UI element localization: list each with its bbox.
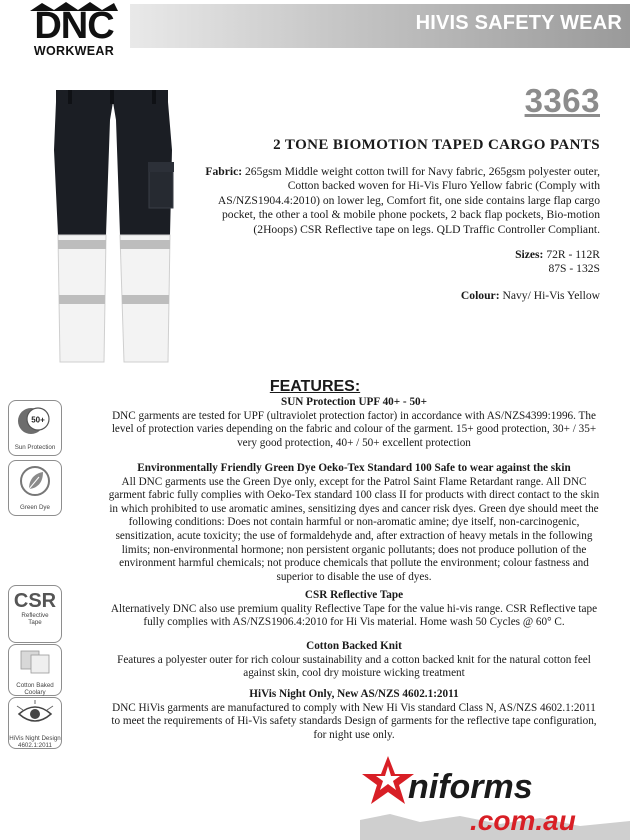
feature-body: DNC garments are tested for UPF (ultraviolet protection factor) in accordance with AS/NZS4399:1996. The level of protection varies depending on the fabric and colour of the garment. 15+ good protection, 30+ / 35+ very good protection, 40+ / 50+ excellent protection <box>111 409 597 449</box>
night-eye-icon <box>9 698 61 730</box>
reflective-tape <box>120 240 170 249</box>
fabric-label: Fabric: <box>205 165 243 178</box>
cotton-caption-line2: Coolary <box>24 689 46 696</box>
night-caption-line1: HiVis Night Design <box>9 735 61 742</box>
feature-title: Cotton Backed Knit <box>306 640 402 652</box>
feature-title: SUN Protection UPF 40+ - 50+ <box>280 396 428 408</box>
reflective-tape <box>59 295 105 304</box>
feature-title: HiVis Night Only, New AS/NZS 4602.1:2011 <box>249 688 459 700</box>
category-title: HIVIS SAFETY WEAR <box>415 12 622 34</box>
green-dye-badge <box>8 460 62 516</box>
uniforms-logo <box>360 752 630 840</box>
colour-info <box>360 289 600 302</box>
sun-protection-icon <box>9 401 61 439</box>
csr-badge-title: CSR <box>13 590 57 612</box>
sizes-line2: 87S - 132S <box>548 262 600 276</box>
product-title: 2 TONE BIOMOTION TAPED CARGO PANTS <box>273 137 600 153</box>
footer-brand-main: niforms <box>408 768 533 806</box>
reflective-tape <box>122 295 169 304</box>
csr-caption-line1: Reflective <box>21 612 49 619</box>
sizes-info <box>400 248 600 277</box>
sun-protection-badge <box>8 400 62 456</box>
sun-protection-value: 50+ <box>31 415 45 425</box>
logo-brand-name: DNC <box>34 5 114 47</box>
feature-night-hivis <box>108 688 600 742</box>
cargo-pants-image <box>38 90 188 370</box>
feature-csr-tape <box>108 589 600 630</box>
dnc-logo <box>24 0 124 62</box>
night-hivis-badge <box>8 697 62 749</box>
sun-protection-caption: Sun Protection <box>14 444 56 451</box>
logo-brand-sub: WORKWEAR <box>33 44 115 58</box>
fabric-swatch-icon <box>9 645 61 677</box>
feature-title: CSR Reflective Tape <box>304 589 404 601</box>
night-caption-line2: 4602.1:2011 <box>18 742 52 749</box>
feature-title: Environmentally Friendly Green Dye Oeko-Tex Standard 100 Safe to wear against the skin <box>137 462 571 474</box>
cotton-knit-badge <box>8 644 62 696</box>
feature-body: Alternatively DNC also use premium quality Reflective Tape for the value hi-vis range. CSR Reflective tape fully complies with AS/NZS1906.4:2010 for Hi Vis material. Home wash 50 Cycles @ 60° C. <box>110 602 598 629</box>
cotton-caption-line1: Cotton Baked <box>16 682 54 689</box>
feature-body: All DNC garments use the Green Dye only, except for the Patrol Saint Flame Retardant range. All DNC garment fabric fully complies with Oeko-Tex standard 100 class II for products with direct contact to the skin in which prohibited to use aromatic amines, sensitizing dyes and cancer risk dyes. Green dye should meet the following conditions: Does not contain harmful or non-aromatic amine; dye itself, non-carcinogenic, sensitization, acute toxicity; the use of formaldehyde and, after extraction of heavy metals in the following limits; non-environmental hormone; non persistent organic pollutants; does not produce pollution of the environment harmful chemicals; not produce chemicals that pollute the environment; colour fastness and superior to disable the use of dyes. <box>108 475 600 583</box>
product-code: 3363 <box>524 82 600 119</box>
feature-body: DNC HiVis garments are manufactured to comply with New Hi Vis standard Class N, AS/NZS 4602.1:2011 to meet the requirements of Hi-Vis safety standards Design of garments for the reflective tape configuration, for night use only. <box>111 701 597 741</box>
fabric-text: 265gsm Middle weight cotton twill for Navy fabric, 265gsm polyester outer, Cotton backed woven for Hi-Vis Fluro Yellow fabric (Comply with AS/NZS1904.4:2010) on lower leg, Comfort fit, one side contains large flap cargo pocket, the other a tool & mobile phone pockets, 2 back flap pockets, Bio-motion (2Hoops) CSR Reflective tape on legs. QLD Traffic Controller Compliant. <box>217 165 600 236</box>
features-heading: FEATURES: <box>269 378 361 395</box>
feature-green-dye <box>108 462 600 584</box>
sizes-line1: 72R - 112R <box>543 248 600 261</box>
feature-sun-protection <box>108 396 600 450</box>
sizes-label: Sizes: <box>515 248 544 261</box>
header-bar <box>130 4 630 48</box>
csr-caption-line2: Tape <box>28 619 42 626</box>
reflective-tape <box>58 240 106 249</box>
feature-body: Features a polyester outer for rich colour sustainability and a cotton backed knit for the natural cotton feel against skin, cool dry moisture wicking treatment <box>117 653 591 680</box>
green-dye-caption: Green Dye <box>20 504 50 511</box>
colour-text: Navy/ Hi-Vis Yellow <box>499 289 600 302</box>
csr-tape-badge <box>8 585 62 643</box>
colour-label: Colour: <box>460 289 500 302</box>
footer-brand-domain: .com.au <box>470 805 576 836</box>
fabric-description <box>198 165 600 237</box>
leaf-icon <box>9 461 61 499</box>
feature-cotton-knit <box>108 640 600 681</box>
